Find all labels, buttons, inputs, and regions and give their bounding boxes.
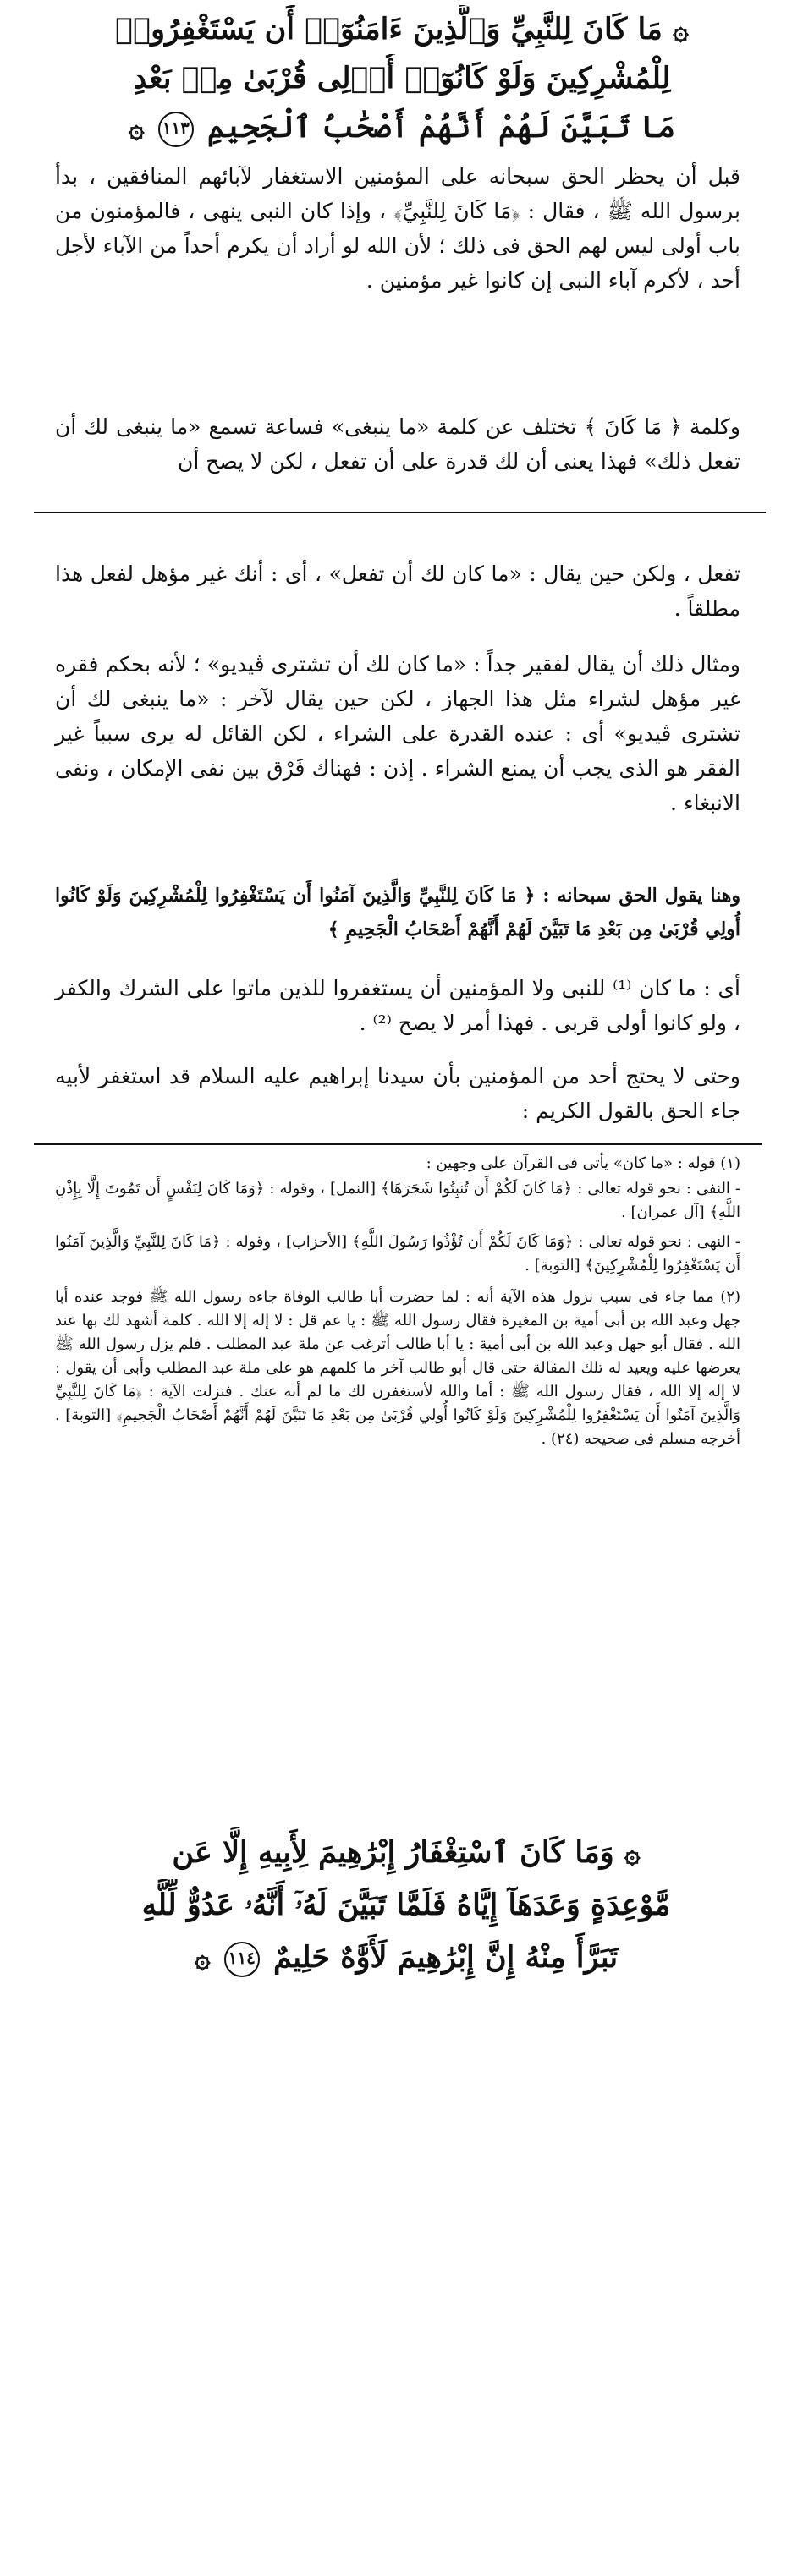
body-paragraph: قبل أن يحظر الحق سبحانه على المؤمنين الاستغفار لآبائهم المنافقين ، بدأ برسول الله ﷺ ، فقال : ﴿مَا كَانَ لِلنَّبِيِّ﴾ ، وإذا كان النبى ينهى ، فالمؤمنون من باب أولى ليس لهم الحق فى ذلك ؛ لأن الله لو أراد أن يكرم أحداً من الآباء لأجل أحد ، لأكرم آباء النبى إن كانوا غير مؤمنين . (55, 164, 740, 293)
verse-line: تَبَرَّأَ مِنْهُ إِنَّ إِبْرَٰهِيمَ لَأَوَّٰهٌ حَلِيمٌ (272, 1940, 619, 1975)
footnote-rule (34, 1143, 762, 1145)
page-2 (25, 541, 778, 1522)
page-3 (102, 1827, 711, 2030)
verse-end-ornament-icon: ۞ (194, 1942, 211, 1974)
body-paragraph: ومثال ذلك أن يقال لفقير جداً : «ما كان لك أن تشترى ڤيديو» ؛ لأنه بحكم فقره غير مؤهل لشراء مثل هذا الجهاز ، لكن حين يقال لآخر : «ما ينبغى لك أن تشترى ڤيديو» أى : عنده القدرة على الشراء ، لكن القائل له يرى سبباً غير الفقر هو الذى يجب أن يمنع الشراء . إذن : فهناك فَرْق بين نفى الإمكان ، ونفى الانبغاء . (55, 652, 740, 815)
verse-start-ornament-icon: ۞ (673, 14, 689, 46)
verse-start-ornament-icon: ۞ (624, 1837, 641, 1869)
verse-number-badge: ١١٣ (158, 112, 194, 147)
footnote: - النفى : نحو قوله تعالى : ﴿مَا كَانَ لَكُمْ أَن تُنبِتُوا شَجَرَهَا﴾ [النمل] ، وقوله : ﴿وَمَا كَانَ لِنَفْسٍ أَن تَمُوتَ إِلَّا بِإِذْنِ اللَّهِ﴾ [آل عمران] . (55, 1180, 740, 1221)
verse-line: لِلْمُشْرِكِينَ وَلَوْ كَانُوٓا۟ أُو۟لِى قُرْبَىٰ مِنۢ بَعْدِ (133, 61, 671, 96)
verse-113 (76, 5, 728, 152)
verse-number-badge: ١١٤ (224, 1942, 260, 1977)
footnote: (٢) مما جاء فى سبب نزول هذه الآية أنه : لما حضرت أبا طالب الوفاة جاءه رسول الله ﷺ فوجد عنده أبا جهل وعبد الله بن أبى أمية بن المغيرة فقال رسول الله ﷺ : يا عم قل : لا إله إلا الله . كلمة أشهد لك بها عند الله . فقال أبو جهل وعبد الله بن أبى أمية : يا أبا طالب أترغب عن ملة عبد المطلب . فلم يزل رسول الله ﷺ يعرضها عليه ويعيد له تلك المقالة حتى قال أبو طالب آخر ما كلمهم هو على ملة عبد المطلب وأبى أن يقول : لا إله إلا الله ، فقال رسول الله ﷺ : أما والله لأستغفرن لك ما لم أنه عنك . فنزلت الآية : ﴿مَا كَانَ لِلنَّبِيِّ وَالَّذِينَ آمَنُوا أَن يَسْتَغْفِرُوا لِلْمُشْرِكِينَ وَلَوْ كَانُوا أُولِي قُرْبَىٰ مِن بَعْدِ مَا تَبَيَّنَ لَهُمْ أَنَّهُمْ أَصْحَابُ الْجَحِيمِ﴾ [التوبة] . أخرجه مسلم فى صحيحه (٢٤) . (55, 1288, 741, 1448)
footnote: (١) قوله : «ما كان» يأتى فى القرآن على وجهين : (426, 1154, 740, 1172)
body-paragraph: وكلمة ﴿ مَا كَانَ ﴾ تختلف عن كلمة «ما ينبغى» فساعة تسمع «ما ينبغى لك أن تفعل ذلك» فهذا يعنى أن لك قدرة على أن تفعل ، لكن لا يصح أن (55, 414, 740, 474)
footnote: - النهى : نحو قوله تعالى : ﴿وَمَا كَانَ لَكُمْ أَن تُؤْذُوا رَسُولَ اللَّهِ﴾ [الأحزاب] ، وقوله : ﴿مَا كَانَ لِلنَّبِيِّ وَالَّذِينَ آمَنُوا أَن يَسْتَغْفِرُوا لِلْمُشْرِكِينَ﴾ [التوبة] . (55, 1233, 740, 1274)
body-paragraph: أى : ما كان ⁽¹⁾ للنبى ولا المؤمنين أن يستغفروا للذين ماتوا على الشرك والكفر ، ولو كانوا أولى قربى . فهذا أمر لا يصح ⁽²⁾ . (55, 976, 740, 1035)
body-paragraph: تفعل ، ولكن حين يقال : «ما كان لك أن تفعل» ، أى : أنك غير مؤهل لفعل هذا مطلقاً . (55, 562, 740, 621)
verse-line: وَمَا كَانَ ٱسْتِغْفَارُ إِبْرَٰهِيمَ لِأَبِيهِ إِلَّا عَن (172, 1835, 614, 1870)
quoted-verse-paragraph: وهنا يقول الحق سبحانه : ﴿ مَا كَانَ لِلنَّبِيِّ وَالَّذِينَ آمَنُوا أَن يَسْتَغْفِرُوا لِلْمُشْرِكِينَ وَلَوْ كَانُوا أُولِي قُرْبَىٰ مِن بَعْدِ مَا تَبَيَّنَ لَهُمْ أَنَّهُمْ أَصْحَابُ الْجَحِيمِ ﴾ (55, 885, 740, 940)
page-1 (25, 0, 778, 516)
body-paragraph: وحتى لا يحتج أحد من المؤمنين بأن سيدنا إبراهيم عليه السلام قد استغفر لأبيه جاء الحق بالقول الكريم : (55, 1064, 740, 1123)
verse-114 (102, 1827, 711, 1984)
page-bottom-rule (34, 512, 766, 513)
verse-line: مَا تَبَيَّنَ لَهُمْ أَنَّهُمْ أَصْحَٰبُ ٱلْجَحِيمِ (207, 110, 676, 145)
verse-end-ornament-icon: ۞ (128, 112, 145, 144)
verse-line: مَّوْعِدَةٍ وَعَدَهَآ إِيَّاهُ فَلَمَّا تَبَيَّنَ لَهُۥٓ أَنَّهُۥ عَدُوٌّ لِّلَّهِ (141, 1888, 671, 1922)
verse-line: مَا كَانَ لِلنَّبِيِّ وَٱلَّذِينَ ءَامَنُوٓا۟ أَن يَسْتَغْفِرُوا۟ (115, 12, 663, 47)
